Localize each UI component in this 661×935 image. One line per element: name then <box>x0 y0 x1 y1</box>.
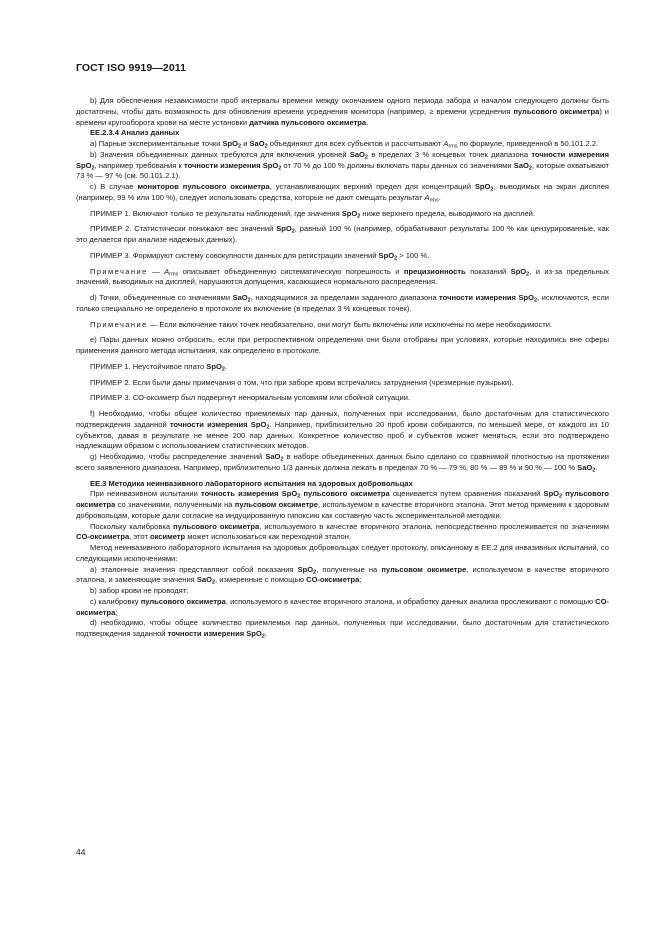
paragraph: ПРИМЕР 1. Включают только те результаты наблюдений, где значения SpO$_2$ ниже верхнего предела, выводимого на дисплей. <box>90 208 535 219</box>
paragraph: b) забор крови не проводят; <box>90 586 189 595</box>
paragraph: f) Необходимо, чтобы общее количество приемлемых пар данных, полученных при исследовании, было достаточным для статистического подтверждения заданной точности измерения SpO$_2$. Например, приблизительно 20 проб крови собираются, по меньшей мере, от каждого из 10 субъектов, давая в результате не менее 200 пар данных. Конкретное количество проб и субъектов может меняться, если это подтверждено надлежащим образом с использованием статистических методов. <box>76 409 609 451</box>
paragraph: Поскольку калибровка пульсового оксиметра, используемого в качестве вторичного эталона, непосредственно прослеживается по значениям CO-оксиметра, этот оксиметр может использоваться как переходной эталон. <box>76 521 609 542</box>
paragraph: c) В случае мониторов пульсового оксиметра, устанавливающих верхний предел для концентраций SpO$_2$, выводимых на экран дисплея (например, 99 % или 100 %), следует использовать средства, которые не дают смещать результат $A_{rms}$. <box>76 182 609 204</box>
document-body <box>76 96 609 640</box>
paragraph: a) эталонные значения представляют собой показания SpO$_2$, полученные на пульсовом оксиметре, используемом в качестве вторичного эталона, и заменяющие значения SaO$_2$, измеренные с помощью CO-оксиметра; <box>76 564 609 586</box>
paragraph: При неинвазивном испытании точность измерения SpO$_2$ пульсового оксиметра оценивается путем сравнения показаний SpO$_2$ пульсового оксиметра со значениями, полученными на пульсовом оксиметре, используемом в качестве вторичного эталона. Этот метод применим к здоровым добровольцам, которые дали согласие на индуцированную гипоксию как составную часть экспериментальной методики. <box>76 489 609 520</box>
paragraph: e) Пары данных можно отбросить, если при ретроспективном определении они были отобраны при условиях, которые находились вне сферы применения данного метода испытания, как определено в протоколе. <box>76 335 609 355</box>
section-heading: EE.2.3.4 Анализ данных <box>90 128 180 138</box>
paragraph: b) Значения объединенных данных требуются для включения уровней SaO$_2$ в пределах 3 % концевых точек диапазона точности измерения SpO$_2$, например требования к точности измерения SpO$_2$ от 70 % до 100 % должны включать пары данных со значениями SaO$_2$, которые охватывают 73 % — 97 % (см. 50.101.2.1). <box>76 149 609 181</box>
paragraph: g) Необходимо, чтобы распределение значений SaO$_2$ в наборе объединенных данных было сделано со сравнимой плотностью на протяжении всего заявленного диапазона. Например, приблизительно 1/3 данных должна лежать в пределах 70 % — 79 %, 80 % — 89 % и 90 % — 100 % SaO$_2$. <box>76 452 609 474</box>
paragraph: ПРИМЕР 2. Статистически понижают вес значений SpO$_2$, равный 100 % (например, обрабатывают результаты 100 % как цензурированные, как это делается при анализе надежных данных). <box>76 224 609 244</box>
paragraph: c) калибровку пульсового оксиметра, используемого в качестве вторичного эталона, и обработку данных анализа прослеживают с помощью CO-оксиметра; <box>76 596 610 617</box>
paragraph: ПРИМЕР 1. Неустойчивое плато SpO$_2$. <box>90 361 227 373</box>
page-number: 44 <box>76 847 86 857</box>
standard-header: ГОСТ ISO 9919—2011 <box>76 62 187 74</box>
paragraph: ПРИМЕР 3. Формируют систему совокупности данных для регистрации значений SpO$_2$ > 100 %. <box>90 250 430 262</box>
section-heading: EE.3 Методика неинвазивного лабораторного испытания на здоровых добровольцах <box>90 478 413 488</box>
paragraph: Метод неинвазивного лабораторного испытания на здоровых добровольцах следует протоколу, описанному в EE.2 для инвазивных испытаний, со следующими исключениями: <box>76 543 609 563</box>
paragraph: d) Точки, объединенные со значениями SaO$_2$, находящимися за пределами заданного диапазона точности измерения SpO$_2$, исключаются, если только специально не определено в протоколе их включение (в пределах 3 % концевых точек). <box>76 293 609 313</box>
paragraph: Примечание — Если включение таких точек необязательно, они могут быть включены или исключены по мере необходимости. <box>90 319 553 329</box>
paragraph: Примечание — $A_{rms}$ описывает объединенную систематическую погрешность и прецизионность показаний SpO$_2$, и из-за предельных значений, выводимых на дисплей, нарушаются допущения, касающиеся нормального распределения. <box>76 266 609 287</box>
paragraph: ПРИМЕР 3. CO-оксиметр был подвергнут ненормальным условиям или сбойной ситуации. <box>90 393 411 403</box>
paragraph: b) Для обеспечения независимости проб интервалы времени между окончанием одного периода забора и началом следующего должны быть достаточны, чтобы дать возможность для обновления времени усреднения монитора (например, ≥ времени усреднения пульсового оксиметра) и времени кругооборота крови на месте установки датчика пульсового оксиметра. <box>76 96 610 127</box>
paragraph: a) Парные экспериментальные точки SpO$_2$ и SaO$_2$ объединяют для всех субъектов и рассчитывают $A_{rms}$ по формуле, приведенной в 50.101.2.2. <box>90 139 599 150</box>
paragraph: d) необходимо, чтобы общее количество приемлемых пар данных, полученных при исследовании, было достаточным для статистического подтверждения заданной точности измерения SpO$_2$. <box>76 618 609 640</box>
paragraph: ПРИМЕР 2. Если были даны примечания о том, что при заборе крови встречались затруднения (чрезмерные пузырьки). <box>90 377 514 387</box>
